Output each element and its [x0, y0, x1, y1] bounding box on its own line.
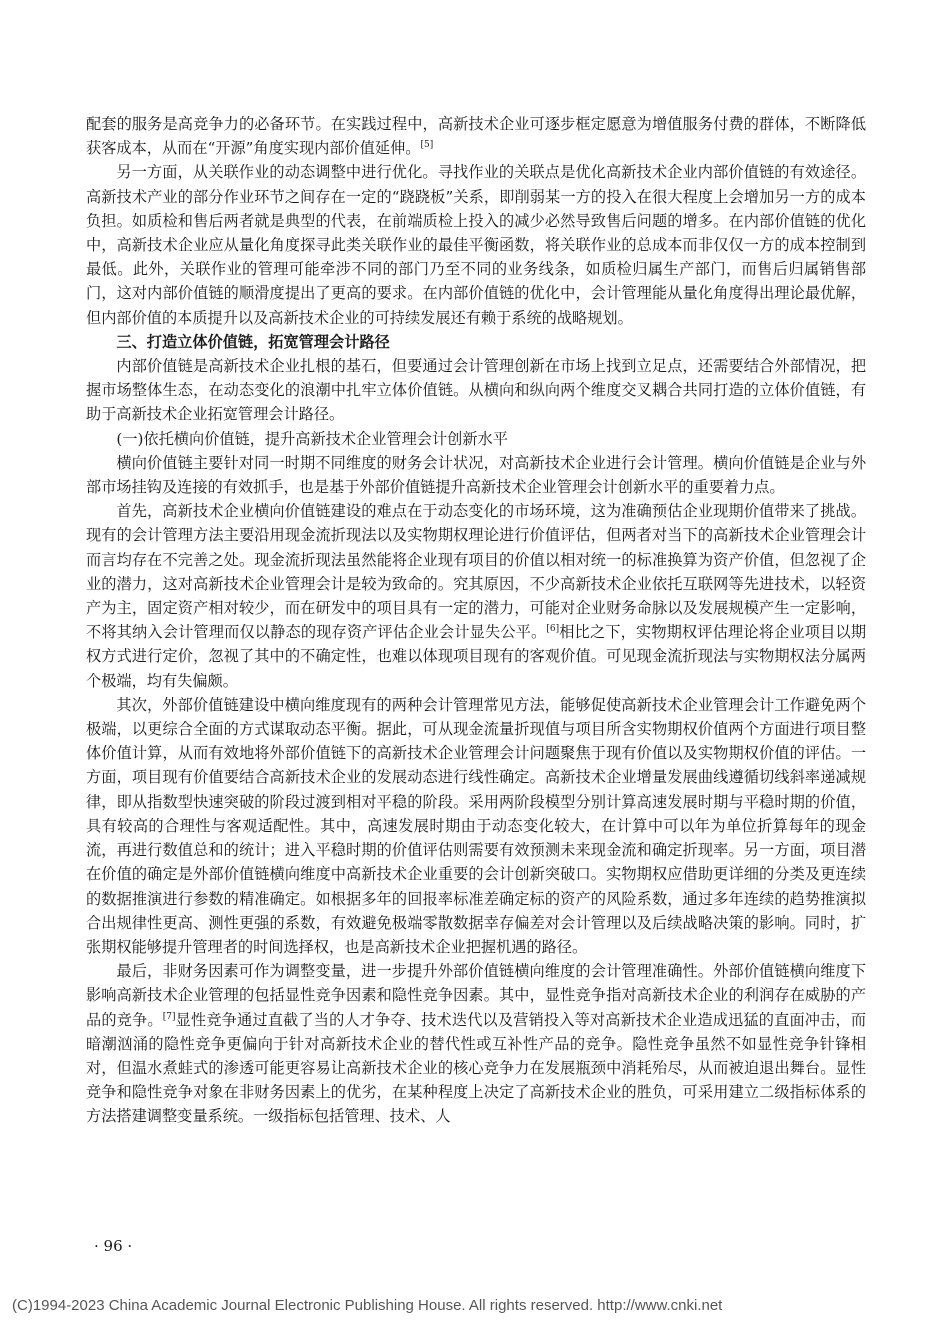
paragraph-horizontal-definition: 横向价值链主要针对同一时期不同维度的财务会计状况，对高新技术企业进行会计管理。横向价值链是企业与外部市场挂钩及连接的有效抓手，也是基于外部价值链提升高新技术企业管理会计创新水平的重要着力点。 — [86, 453, 866, 497]
paragraph-last: 最后，非财务因素可作为调整变量，进一步提升外部价值链横向维度的会计管理准确性。外部价值链横向维度下影响高新技术企业管理的包括显性竞争因素和隐性竞争因素。其中，显性竞争指对高新技术企业的利润存在威胁的产品的竞争。[7]显性竞争通过直截了当的人才争夺、技术迭代以及营销投入等对高新技术企业造成迅猛的直面冲击，而暗潮汹涌的隐性竞争更偏向于针对高新技术企业的替代性或互补性产品的竞争。隐性竞争虽然不如显性竞争针锋相对，但温水煮蛙式的渗透可能更容易让高新技术企业的核心竞争力在发展瓶颈中消耗殆尽，从而被迫退出舞台。显性竞争和隐性竞争对象在非财务因素上的优劣，在某种程度上决定了高新技术企业的胜负，可采用建立二级指标体系的方法搭建调整变量系统。一级指标包括管理、技术、人 — [86, 962, 867, 1126]
page-number: · 96 · — [94, 1237, 133, 1255]
copyright-footer: (C)1994-2023 China Academic Journal Electronic Publishing House. All rights reserved. http://www.cnki.net — [12, 1297, 723, 1314]
subsection-heading: (一)依托横向价值链，提升高新技术企业管理会计创新水平 — [116, 429, 508, 448]
section-heading: 三、打造立体价值链，拓宽管理会计路径 — [116, 332, 390, 351]
citation-ref: [5] — [420, 140, 434, 151]
paragraph-section-intro: 内部价值链是高新技术企业扎根的基石，但要通过会计管理创新在市场上找到立足点，还需要结合外部情况，把握市场整体生态，在动态变化的浪潮中扎牢立体价值链。从横向和纵向两个维度交叉耦合共同打造的立体价值链，有助于高新技术企业拓宽管理会计路径。 — [86, 357, 866, 424]
citation-ref: [6] — [546, 624, 560, 635]
paragraph-first: 首先，高新技术企业横向价值链建设的难点在于动态变化的市场环境，这为准确预估企业现期价值带来了挑战。现有的会计管理方法主要沿用现金流折现法以及实物期权理论进行价值评估，但两者对当下的高新技术企业管理会计而言均存在不完善之处。现金流折现法虽然能将企业现有项目的价值以相对统一的标准换算为资产价值，但忽视了企业的潜力，这对高新技术企业管理会计是较为致命的。究其原因，不少高新技术企业依托互联网等先进技术，以轻资产为主，固定资产相对较少，而在研发中的项目具有一定的潜力，可能对企业财务命脉以及发展规模产生一定影响，不将其纳入会计管理而仅以静态的现存资产评估企业会计显失公平。[6]相比之下，实物期权评估理论将企业项目以期权方式进行定价，忽视了其中的不确定性，也难以体现项目现有的客观价值。可见现金流折现法与实物期权法分属两个极端，均有失偏颇。 — [86, 502, 867, 690]
paragraph-continued: 配套的服务是高竞争力的必备环节。在实践过程中，高新技术企业可逐步框定愿意为增值服务付费的群体，不断降低获客成本，从而在“开源”角度实现内部价值延伸。[5] — [86, 115, 866, 158]
citation-ref: [7] — [162, 1011, 176, 1022]
paragraph-linkage: 另一方面，从关联作业的动态调整中进行优化。寻找作业的关联点是优化高新技术企业内部价值链的有效途径。高新技术产业的部分作业环节之间存在一定的“跷跷板”关系，即削弱某一方的投入在很大程度上会增加另一方的成本负担。如质检和售后两者就是典型的代表，在前端质检上投入的减少必然导致售后问题的增多。在内部价值链的优化中，高新技术企业应从量化角度探寻此类关联作业的最佳平衡函数，将关联作业的总成本而非仅仅一方的成本控制到最低。此外，关联作业的管理可能牵涉不同的部门乃至不同的业务线条，如质检归属生产部门，而售后归属销售部门，这对内部价值链的顺滑度提出了更高的要求。在内部价值链的优化中，会计管理能从量化角度得出理论最优解，但内部价值的本质提升以及高新技术企业的可持续发展还有赖于系统的战略规划。 — [86, 163, 866, 327]
article-body — [86, 112, 866, 1129]
paragraph-second: 其次，外部价值链建设中横向维度现有的两种会计管理常见方法，能够促使高新技术企业管理会计工作避免两个极端，以更综合全面的方式谋取动态平衡。据此，可从现金流量折现值与项目所含实物期权价值两个方面进行项目整体价值计算，从而有效地将外部价值链下的高新技术企业管理会计问题聚焦于现有价值以及实物期权价值的评估。一方面，项目现有价值要结合高新技术企业的发展动态进行线性确定。高新技术企业增量发展曲线遵循切线斜率递减规律，即从指数型快速突破的阶段过渡到相对平稳的阶段。采用两阶段模型分别计算高速发展时期与平稳时期的价值，具有较高的合理性与客观适配性。其中，高速发展时期由于动态变化较大，在计算中可以年为单位折算每年的现金流，再进行数值总和的统计；进入平稳时期的价值评估则需要有效预测未来现金流和确定折现率。另一方面，项目潜在价值的确定是外部价值链横向维度中高新技术企业重要的会计创新突破口。实物期权应借助更详细的分类及更连续的数据推演进行参数的精准确定。如根据多年的回报率标准差确定标的资产的风险系数，通过多年连续的趋势推演拟合出规律性更高、测性更强的系数，有效避免极端零散数据幸存偏差对会计管理以及后续战略决策的影响。同时，扩张期权能够提升管理者的时间选择权，也是高新技术企业把握机遇的路径。 — [86, 695, 866, 956]
